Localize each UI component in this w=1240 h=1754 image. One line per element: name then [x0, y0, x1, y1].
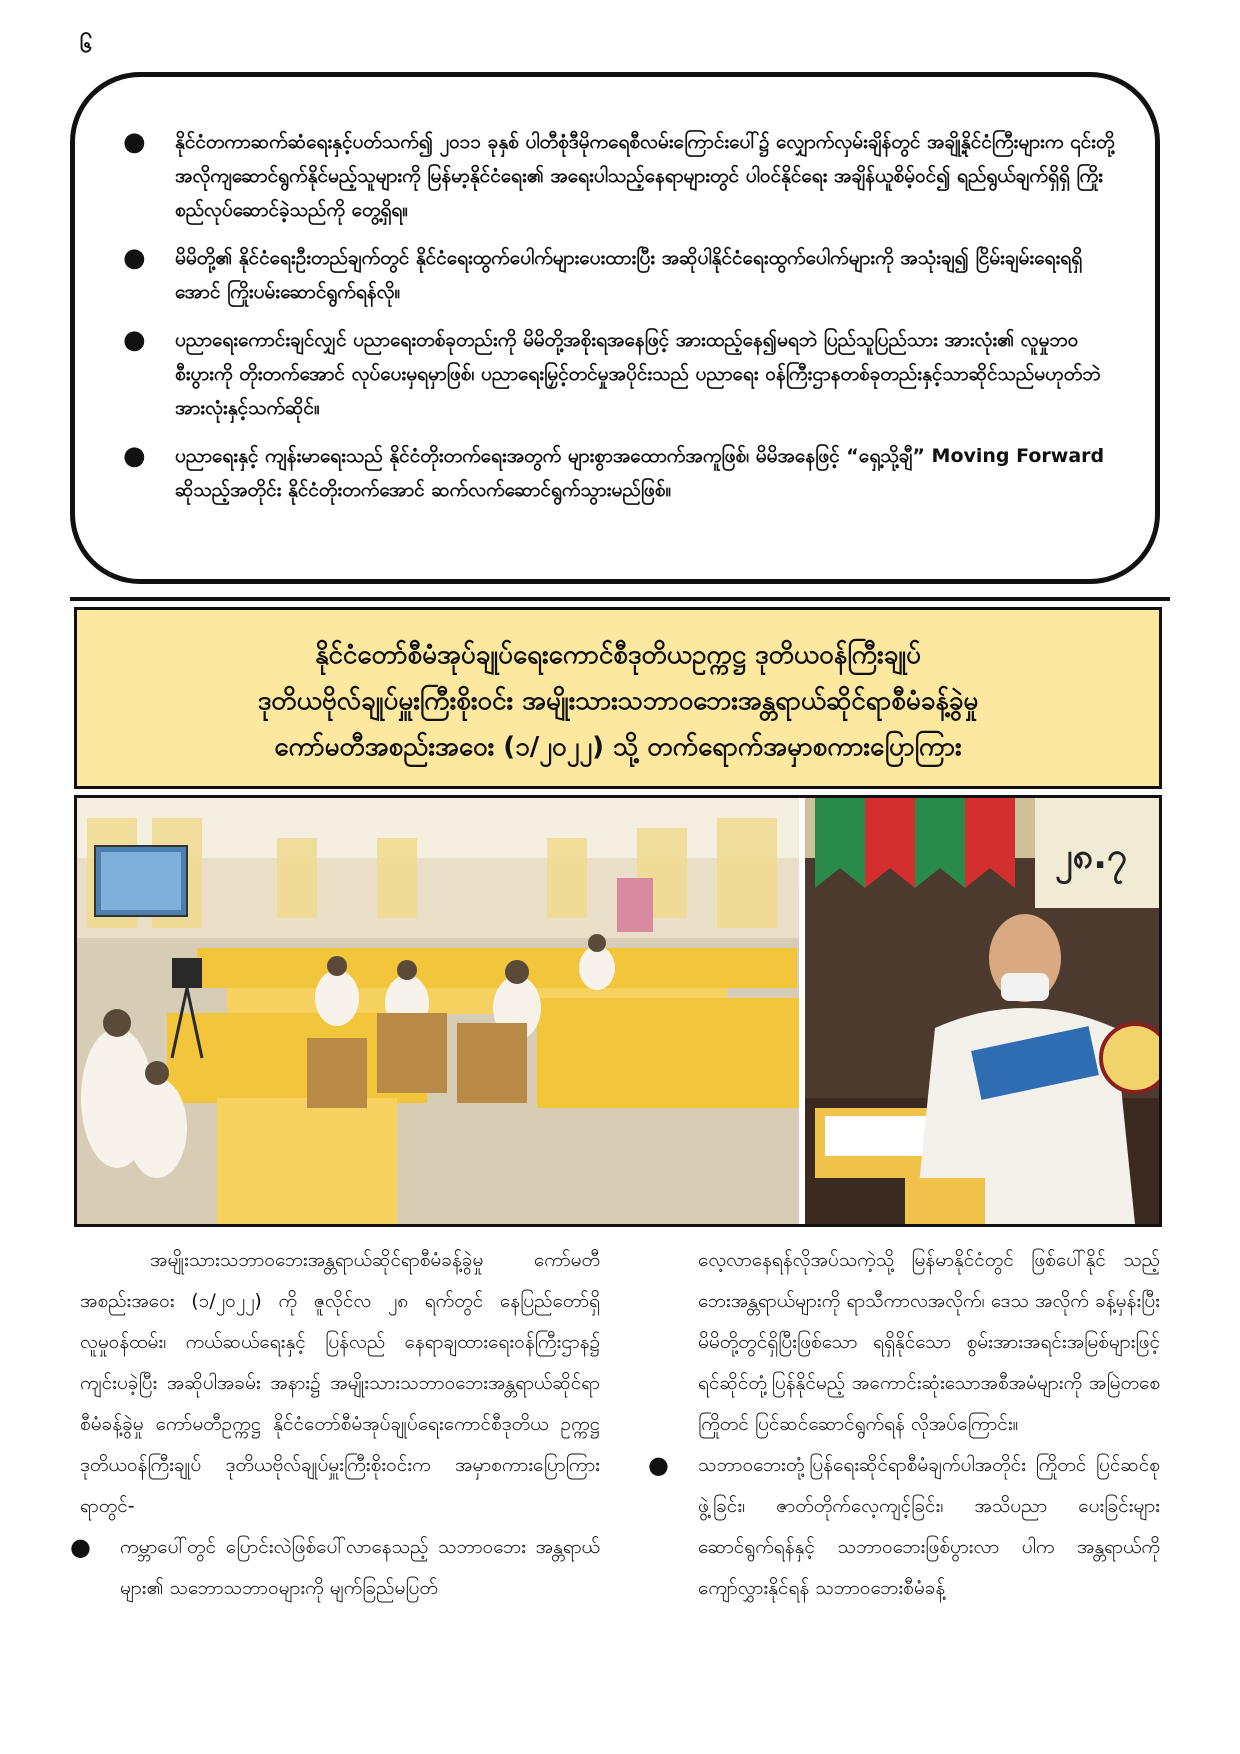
- summary-item-text: ပညာရေးကောင်းချင်လျှင် ပညာရေးတစ်ခုတည်းကို မိမိတို့အစိုးရအနေဖြင့် အားထည့်နေ၍မရဘဲ ပြည်သူပြည်သား အားလုံး၏ လူမှုဘဝစီးပွားကို တိုးတက်အောင် လုပ်ပေးမှရမှာဖြစ်၊ ပညာရေးမြှင့်တင်မှုအပိုင်းသည် ပညာရေး ဝန်ကြီးဌာနတစ်ခုတည်းနှင့်သာဆိုင်သည်မဟုတ်ဘဲ အားလုံးနှင့်သက်ဆိုင်။: [175, 329, 1101, 419]
- headline-box: [74, 607, 1162, 789]
- summary-item-text: ပညာရေးနှင့် ကျန်းမာရေးသည် နိုင်ငံတိုးတက်ရေးအတွက် များစွာအထောက်အကူဖြစ်၊ မိမိအနေဖြင့် “ရှေ့သို့ချီ” Moving Forward ဆိုသည့်အတိုင်း နိုင်ငံတိုးတက်အောင် ဆက်လက်ဆောင်ရွက်သွားမည်ဖြစ်။: [175, 445, 1105, 501]
- bullet-icon: ●: [70, 1533, 91, 1561]
- article-bullet-text: သဘာဝဘေးတုံ့ပြန်ရေးဆိုင်ရာစီမံချက်ပါအတိုင်း ကြိုတင် ပြင်ဆင်စုဖွဲ့ခြင်း၊ ဇာတ်တိုက်လေ့ကျင့်ခြင်း၊ အသိပညာ ပေးခြင်းများ ဆောင်ရွက်ရန်နှင့် သဘာဝဘေးဖြစ်ပွားလာ ပါက အန္တရာယ်ကို ကျော်လွှားနိုင်ရန် သဘာဝဘေးစီမံခန့်: [698, 1454, 1160, 1599]
- article-bullet-list: [648, 1445, 1160, 1609]
- banner-text: ၂၈.၇: [1055, 836, 1128, 877]
- section-divider: [70, 597, 1170, 601]
- bullet-icon: ●: [123, 441, 146, 471]
- article-bullet-text: ကမ္ဘာပေါ်တွင် ပြောင်းလဲဖြစ်ပေါ်လာနေသည့် သဘာဝဘေး အန္တရာယ်များ၏ သဘောသဘာဝများကို မျက်ခြည်မပြတ်: [120, 1536, 600, 1599]
- article-column-right: [648, 1240, 1160, 1609]
- bullet-icon: ●: [123, 127, 146, 157]
- summary-list: [113, 125, 1115, 507]
- summary-box: [70, 72, 1160, 584]
- headline-line: နိုင်ငံတော်စီမံအုပ်ချုပ်ရေးကောင်စီဒုတိယဥက္ကဋ္ဌ ဒုတိယဝန်ကြီးချုပ်: [315, 640, 921, 670]
- meeting-hall-illustration: [77, 798, 799, 1224]
- article-bullet-list: [70, 1527, 600, 1609]
- headline-line: ကော်မတီအစည်းအဝေး (၁/၂၀၂၂) သို့ တက်ရောက်အမှာစကားပြောကြား: [274, 732, 962, 762]
- summary-item-text: မိမိတို့၏ နိုင်ငံရေးဦးတည်ချက်တွင် နိုင်ငံရေးထွက်ပေါက်များပေးထားပြီး အဆိုပါနိုင်ငံရေးထွက်ပေါက်များကို အသုံးချ၍ ငြိမ်းချမ်းရေးရရှိအောင် ကြိုးပမ်းဆောင်ရွက်ရန်လို။: [175, 247, 1083, 303]
- article-paragraph: လေ့လာနေရန်လိုအပ်သကဲ့သို့ မြန်မာနိုင်ငံတွင် ဖြစ်ပေါ်နိုင် သည့် ဘေးအန္တရာယ်များကို ရာသီကာလအလိုက်၊ ဒေသ အလိုက် ခန့်မှန်းပြီး မိမိတို့တွင်ရှိပြီးဖြစ်သော ရရှိနိုင်သော စွမ်းအားအရင်းအမြစ်များဖြင့် ရင်ဆိုင်တုံ့ပြန်နိုင်မည့် အကောင်းဆုံးသောအစီအမံများကို အမြဲတစေ ကြိုတင် ပြင်ဆင်ဆောင်ရွက်ရန် လိုအပ်ကြောင်း။: [698, 1249, 1160, 1435]
- summary-item: [113, 125, 1115, 227]
- speaker-illustration: [805, 798, 1159, 1224]
- article-column-left: [70, 1240, 600, 1609]
- article-bullet-item: [70, 1527, 600, 1609]
- summary-item: [113, 323, 1115, 425]
- summary-item: [113, 439, 1115, 507]
- photo-row: [74, 795, 1162, 1227]
- meeting-hall-photo: [77, 798, 799, 1224]
- summary-item-text: နိုင်ငံတကာဆက်ဆံရေးနှင့်ပတ်သက်၍ ၂၀၁၁ ခုနှစ် ပါတီစုံဒီမိုကရေစီလမ်းကြောင်းပေါ်၌ လျှောက်လှမ်းချိန်တွင် အချို့နိုင်ငံကြီးများက ၎င်းတို့အလိုကျဆောင်ရွက်နိုင်မည့်သူများကို မြန်မာ့နိုင်ငံရေး၏ အရေးပါသည့်နေရာများတွင် ပါဝင်နိုင်ရေး အချိန်ယူစိမ့်ဝင်၍ ရည်ရွယ်ချက်ရှိရှိ ကြိုးစည်လုပ်ဆောင်ခဲ့သည်ကို တွေ့ရှိရ။: [175, 131, 1115, 221]
- bullet-icon: ●: [123, 243, 146, 273]
- headline-line: ဒုတိယဗိုလ်ချုပ်မှူးကြီးစိုးဝင်း အမျိုးသားသဘာဝဘေးအန္တရာယ်ဆိုင်ရာစီမံခန့်ခွဲမှု: [257, 686, 979, 716]
- summary-item: [113, 241, 1115, 309]
- speaker-photo: [805, 798, 1159, 1224]
- page-number: ၆: [80, 33, 93, 58]
- article-paragraph: အမျိုးသားသဘာဝဘေးအန္တရာယ်ဆိုင်ရာစီမံခန့်ခွဲမှု ကော်မတီအစည်းအဝေး (၁/၂၀၂၂) ကို ဇူလိုင်လ ၂၈ ရက်တွင် နေပြည်တော်ရှိ လူမှုဝန်ထမ်း၊ ကယ်ဆယ်ရေးနှင့် ပြန်လည် နေရာချထားရေးဝန်ကြီးဌာန၌ ကျင်းပခဲ့ပြီး အဆိုပါအခမ်း အနား၌ အမျိုးသားသဘာဝဘေးအန္တရာယ်ဆိုင်ရာစီမံခန့်ခွဲမှု ကော်မတီဥက္ကဋ္ဌ နိုင်ငံတော်စီမံအုပ်ချုပ်ရေးကောင်စီဒုတိယ ဥက္ကဋ္ဌ ဒုတိယဝန်ကြီးချုပ် ဒုတိယဗိုလ်ချုပ်မှူးကြီးစိုးဝင်းက အမှာစကားပြောကြားရာတွင်-: [80, 1249, 600, 1517]
- article-bullet-item: [648, 1445, 1160, 1609]
- bullet-icon: ●: [123, 325, 146, 355]
- bullet-icon: ●: [648, 1451, 669, 1479]
